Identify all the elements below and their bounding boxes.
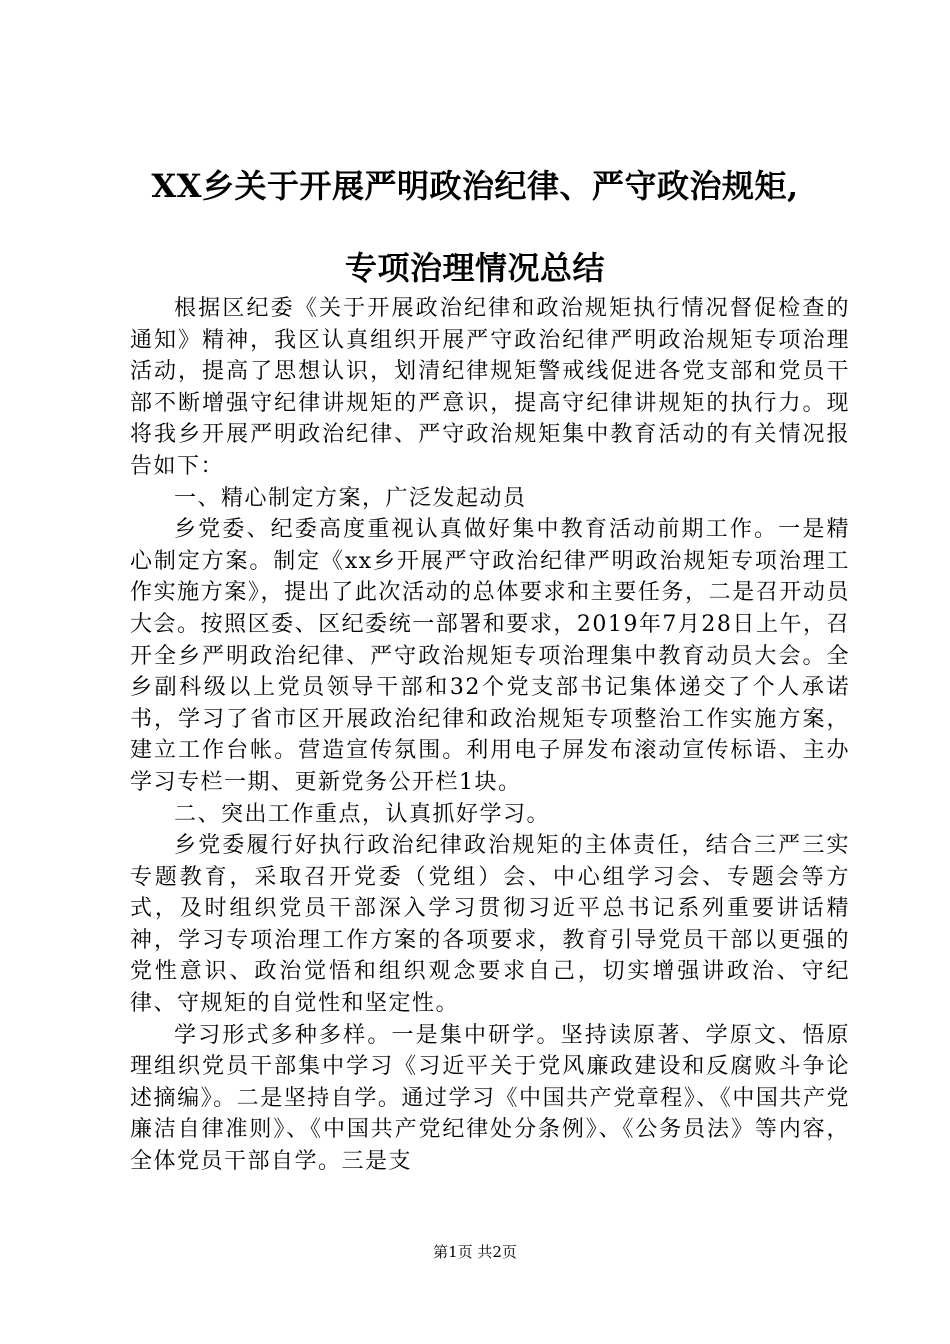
document-title-line-2: 专项治理情况总结	[344, 249, 605, 287]
section-heading-1: 一、精心制定方案，广泛发起动员	[174, 485, 527, 511]
page-number-footer: 第1页 共2页	[433, 1243, 517, 1261]
document-title-line-1: XX乡关于开展严明政治纪律、严守政治规矩,	[151, 167, 799, 205]
paragraph-study-forms: 学习形式多种多样。一是集中研学。坚持读原著、学原文、悟原理组织党员干部集中学习《习近平关于党风廉政建设和反腐败斗争论述摘编》。二是坚持自学。通过学习《中国共产党章程》、《中国共产党廉洁自律准则》、《中国共产党纪律处分条例》、《公务员法》等内容，全体党员干部自学。三是支	[130, 1022, 850, 1175]
paragraph-section-2: 乡党委履行好执行政治纪律政治规矩的主体责任，结合三严三实专题教育，采取召开党委（党组）会、中心组学习会、专题会等方式，及时组织党员干部深入学习贯彻习近平总书记系列重要讲话精神，学习专项治理工作方案的各项要求，教育引导党员干部以更强的党性意识、政治觉悟和组织观念要求自己，切实增强讲政治、守纪律、守规矩的自觉性和坚定性。	[130, 833, 850, 1017]
document-body	[130, 293, 850, 1178]
paragraph-intro: 根据区纪委《关于开展政治纪律和政治规矩执行情况督促检查的通知》精神，我区认真组织开展严守政治纪律严明政治规矩专项治理活动，提高了思想认识，划清纪律规矩警戒线促进各党支部和党员干部不断增强守纪律讲规矩的严意识，提高守纪律讲规矩的执行力。现将我乡开展严明政治纪律、严守政治规矩集中教育活动的有关情况报告如下：	[130, 296, 850, 479]
section-heading-2: 二、突出工作重点，认真抓好学习。	[174, 801, 551, 827]
paragraph-section-1: 乡党委、纪委高度重视认真做好集中教育活动前期工作。一是精心制定方案。制定《xx乡开展严守政治纪律严明政治规矩专项治理工作实施方案》，提出了此次活动的总体要求和主要任务，二是召开动员大会。按照区委、区纪委统一部署和要求，2019年7月28日上午，召开全乡严明政治纪律、严守政治规矩专项治理集中教育动员大会。全乡副科级以上党员领导干部和32个党支部书记集体递交了个人承诺书，学习了省市区开展政治纪律和政治规矩专项整治工作实施方案，建立工作台帐。营造宣传氛围。利用电子屏发布滚动宣传标语、主办学习专栏一期、更新党务公开栏1块。	[130, 517, 850, 795]
